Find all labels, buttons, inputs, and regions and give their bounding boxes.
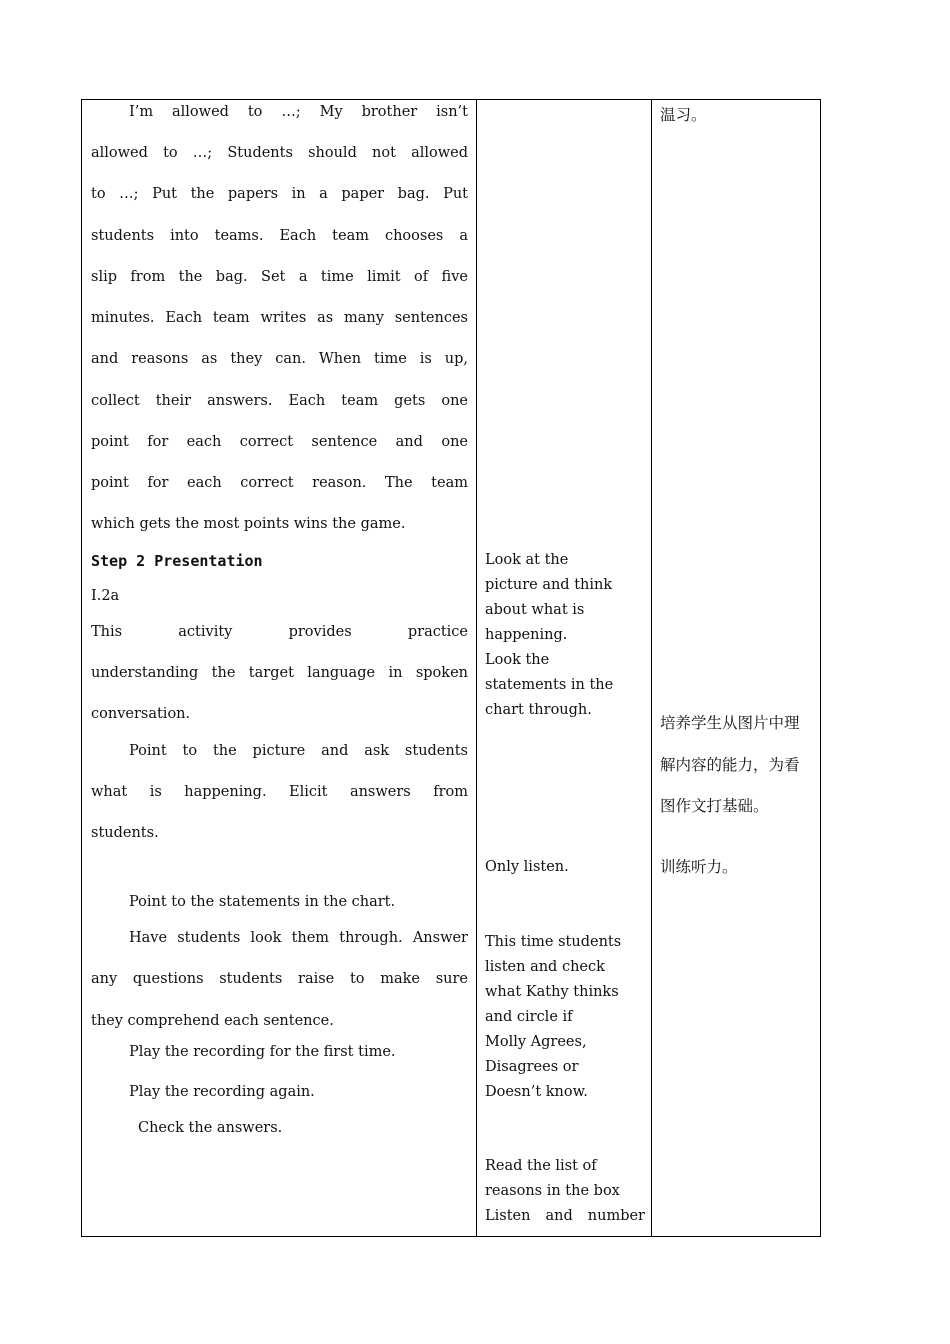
text-line: statements in the	[485, 677, 614, 693]
column-divider	[651, 100, 652, 1236]
text-line: Check the answers.	[138, 1120, 283, 1136]
text-line: Read the list of	[485, 1158, 597, 1174]
text-line: Have students look them through. Answer	[129, 930, 468, 946]
text-line: Disagrees or	[485, 1059, 579, 1075]
text-line: Look the	[485, 652, 550, 668]
text-line: conversation.	[91, 706, 191, 722]
text-line: any questions students raise to make sure	[91, 971, 468, 987]
text-line: Play the recording for the first time.	[129, 1044, 396, 1060]
text-line: picture and think	[485, 577, 613, 593]
text-line: point for each correct reason. The team	[91, 475, 468, 491]
step-heading: Step 2 Presentation	[91, 552, 263, 570]
lesson-plan-table	[81, 99, 821, 1237]
text-line: Listen and number	[485, 1208, 645, 1224]
text-line: point for each correct sentence and one	[91, 434, 468, 450]
text-line: 训练听力。	[660, 858, 738, 876]
text-line: students.	[91, 825, 159, 841]
text-line: This time students	[485, 934, 622, 950]
text-line: allowed to …; Students should not allowed	[91, 145, 468, 161]
text-line: 图作文打基础。	[660, 797, 769, 815]
text-line: I’m allowed to …; My brother isn’t	[129, 104, 468, 120]
text-line: chart through.	[485, 702, 592, 718]
text-line: Doesn’t know.	[485, 1084, 588, 1100]
text-line: Play the recording again.	[129, 1084, 315, 1100]
text-line: understanding the target language in spoken	[91, 665, 468, 681]
text-line: Only listen.	[485, 859, 569, 875]
text-line: and reasons as they can. When time is up,	[91, 351, 468, 367]
text-line: listen and check	[485, 959, 605, 975]
section-label: I.2a	[91, 588, 120, 604]
text-line: which gets the most points wins the game.	[91, 516, 406, 532]
text-line: to …; Put the papers in a paper bag. Put	[91, 186, 468, 202]
text-line: and circle if	[485, 1009, 573, 1025]
text-line: what is happening. Elicit answers from	[91, 784, 468, 800]
text-line: they comprehend each sentence.	[91, 1013, 334, 1029]
text-line: slip from the bag. Set a time limit of five	[91, 269, 468, 285]
text-line: Point to the picture and ask students	[129, 743, 468, 759]
text-line: happening.	[485, 627, 568, 643]
text-line: 温习。	[660, 106, 707, 124]
text-line: reasons in the box	[485, 1183, 620, 1199]
text-line: 培养学生从图片中理	[660, 714, 800, 732]
column-divider	[476, 100, 477, 1236]
text-line: This activity provides practice	[91, 624, 468, 640]
text-line: about what is	[485, 602, 585, 618]
text-line: 解内容的能力，为看	[660, 756, 800, 774]
text-line: students into teams. Each team chooses a	[91, 228, 468, 244]
text-line: collect their answers. Each team gets one	[91, 393, 468, 409]
text-line: Molly Agrees,	[485, 1034, 587, 1050]
text-line: what Kathy thinks	[485, 984, 619, 1000]
text-line: Look at the	[485, 552, 569, 568]
text-line: Point to the statements in the chart.	[129, 894, 396, 910]
text-line: minutes. Each team writes as many sentences	[91, 310, 468, 326]
